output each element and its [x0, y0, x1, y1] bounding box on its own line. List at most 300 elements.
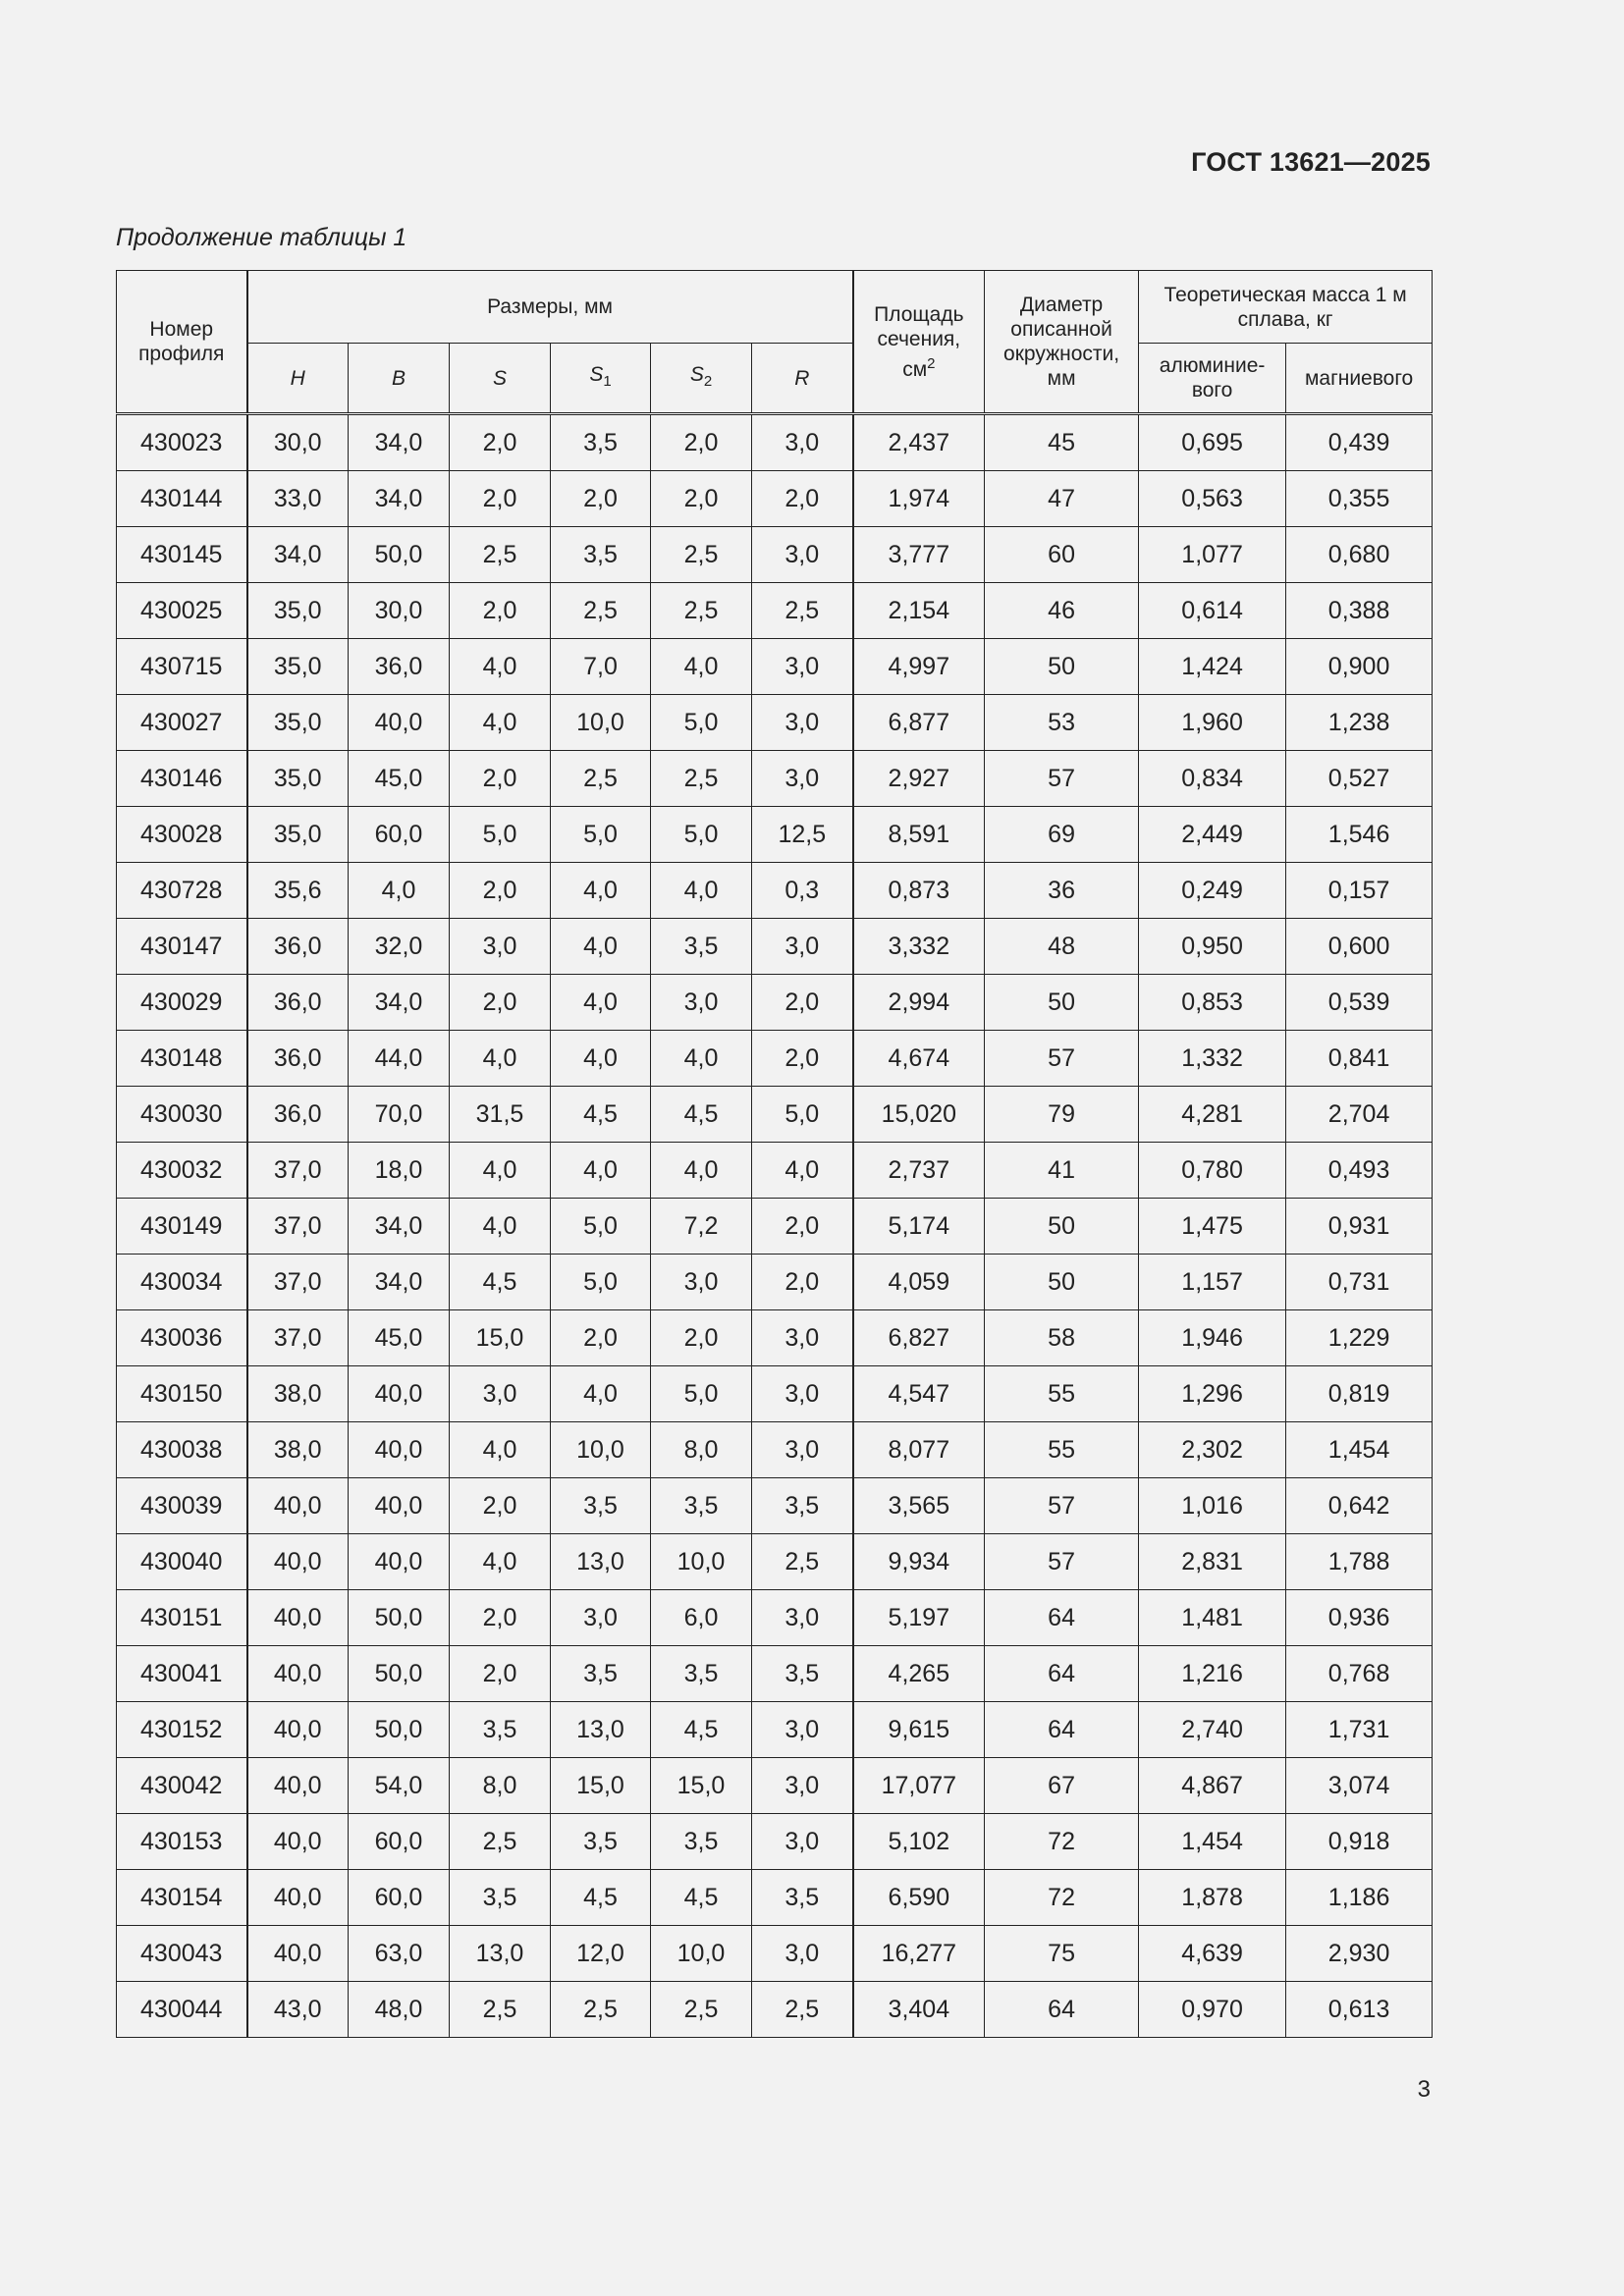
table-cell: 4,0 [551, 919, 651, 975]
table-cell: 430029 [117, 975, 247, 1031]
header-dimensions: Размеры, мм [247, 271, 853, 344]
table-cell: 10,0 [551, 695, 651, 751]
table-cell: 3,5 [752, 1870, 853, 1926]
table-row [117, 695, 1433, 751]
table-cell: 4,5 [651, 1087, 752, 1143]
table-row [117, 639, 1433, 695]
table-cell: 3,5 [551, 414, 651, 471]
table-cell: 2,927 [853, 751, 985, 807]
table-cell: 0,731 [1286, 1255, 1433, 1310]
table-cell: 40,0 [247, 1926, 349, 1982]
table-cell: 6,827 [853, 1310, 985, 1366]
table-cell: 1,878 [1139, 1870, 1286, 1926]
table-cell: 70,0 [349, 1087, 450, 1143]
table-cell: 430044 [117, 1982, 247, 2038]
header-area: Площадь сечения, $см^2$ [853, 271, 985, 414]
table-cell: 1,946 [1139, 1310, 1286, 1366]
table-cell: 2,0 [450, 863, 551, 919]
table-cell: 1,475 [1139, 1199, 1286, 1255]
table-cell: 4,0 [450, 639, 551, 695]
table-cell: 1,296 [1139, 1366, 1286, 1422]
table-cell: 2,5 [752, 1982, 853, 2038]
table-cell: 31,5 [450, 1087, 551, 1143]
table-row [117, 863, 1433, 919]
table-cell: 0,936 [1286, 1590, 1433, 1646]
table-row [117, 751, 1433, 807]
table-cell: 40,0 [349, 1366, 450, 1422]
table-cell: 430149 [117, 1199, 247, 1255]
table-cell: 0,834 [1139, 751, 1286, 807]
table-cell: 2,5 [551, 583, 651, 639]
table-cell: 44,0 [349, 1031, 450, 1087]
header-dim-h: H [247, 344, 349, 414]
table-cell: 58 [985, 1310, 1139, 1366]
table-row [117, 471, 1433, 527]
table-cell: 3,0 [752, 1702, 853, 1758]
table-cell: 430025 [117, 583, 247, 639]
table-cell: 430027 [117, 695, 247, 751]
table-cell: 15,020 [853, 1087, 985, 1143]
table-cell: 34,0 [349, 975, 450, 1031]
page-number: 3 [1417, 2076, 1431, 2103]
table-cell: 430038 [117, 1422, 247, 1478]
table-cell: 72 [985, 1870, 1139, 1926]
table-cell: 55 [985, 1366, 1139, 1422]
table-cell: 7,2 [651, 1199, 752, 1255]
table-row [117, 807, 1433, 863]
table-cell: 0,613 [1286, 1982, 1433, 2038]
header-diameter: Диаметр описанной окружности, мм [985, 271, 1139, 414]
table-row [117, 1534, 1433, 1590]
table-row [117, 1478, 1433, 1534]
table-cell: 3,5 [551, 1814, 651, 1870]
table-cell: 6,877 [853, 695, 985, 751]
table-cell: 10,0 [551, 1422, 651, 1478]
table-cell: 3,5 [752, 1646, 853, 1702]
table-row [117, 1422, 1433, 1478]
table-cell: 2,5 [752, 1534, 853, 1590]
table-cell: 4,5 [651, 1702, 752, 1758]
table-cell: 2,5 [450, 1814, 551, 1870]
table-cell: 15,0 [551, 1758, 651, 1814]
table-cell: 13,0 [551, 1702, 651, 1758]
table-cell: 4,5 [551, 1087, 651, 1143]
table-cell: 2,0 [450, 1646, 551, 1702]
table-cell: 34,0 [349, 471, 450, 527]
table-cell: 1,157 [1139, 1255, 1286, 1310]
table-cell: 2,0 [450, 975, 551, 1031]
table-cell: 430153 [117, 1814, 247, 1870]
table-cell: 430151 [117, 1590, 247, 1646]
table-cell: 72 [985, 1814, 1139, 1870]
table-cell: 0,439 [1286, 414, 1433, 471]
table-cell: 2,0 [752, 471, 853, 527]
table-cell: 430154 [117, 1870, 247, 1926]
table-cell: 34,0 [349, 1255, 450, 1310]
table-cell: 2,5 [651, 751, 752, 807]
standard-code: ГОСТ 13621—2025 [1191, 147, 1431, 177]
table-cell: 57 [985, 1478, 1139, 1534]
table-cell: 3,0 [752, 1590, 853, 1646]
table-cell: 54,0 [349, 1758, 450, 1814]
table-cell: 35,0 [247, 583, 349, 639]
table-cell: 3,0 [752, 919, 853, 975]
table-cell: 3,0 [752, 639, 853, 695]
table-cell: 12,5 [752, 807, 853, 863]
table-cell: 8,077 [853, 1422, 985, 1478]
header-profile-number: Номер профиля [117, 271, 247, 414]
table-cell: 4,639 [1139, 1926, 1286, 1982]
table-cell: 2,0 [752, 975, 853, 1031]
table-cell: 4,867 [1139, 1758, 1286, 1814]
table-cell: 60,0 [349, 1814, 450, 1870]
table-cell: 1,788 [1286, 1534, 1433, 1590]
table-row [117, 1814, 1433, 1870]
table-cell: 0,355 [1286, 471, 1433, 527]
table-cell: 430042 [117, 1758, 247, 1814]
table-cell: 40,0 [247, 1646, 349, 1702]
table-cell: 2,0 [551, 471, 651, 527]
table-cell: 35,0 [247, 807, 349, 863]
table-cell: 2,5 [651, 527, 752, 583]
table-cell: 430147 [117, 919, 247, 975]
table-cell: 1,186 [1286, 1870, 1433, 1926]
table-cell: 40,0 [247, 1758, 349, 1814]
table-cell: 4,0 [450, 1031, 551, 1087]
header-dim-s: S [450, 344, 551, 414]
table-cell: 4,281 [1139, 1087, 1286, 1143]
table-cell: 3,5 [450, 1702, 551, 1758]
header-mass: Теоретическая масса 1 м сплава, кг [1139, 271, 1433, 344]
table-cell: 3,0 [752, 414, 853, 471]
table-cell: 50,0 [349, 1646, 450, 1702]
table-cell: 4,0 [651, 639, 752, 695]
table-cell: 430036 [117, 1310, 247, 1366]
table-cell: 2,831 [1139, 1534, 1286, 1590]
table-cell: 4,547 [853, 1366, 985, 1422]
table-cell: 3,5 [651, 919, 752, 975]
table-cell: 430032 [117, 1143, 247, 1199]
table-row [117, 414, 1433, 471]
table-row [117, 527, 1433, 583]
table-cell: 4,0 [551, 1143, 651, 1199]
table-cell: 16,277 [853, 1926, 985, 1982]
table-cell: 4,5 [450, 1255, 551, 1310]
table-cell: 40,0 [247, 1478, 349, 1534]
table-cell: 18,0 [349, 1143, 450, 1199]
table-cell: 0,527 [1286, 751, 1433, 807]
table-cell: 50 [985, 639, 1139, 695]
table-cell: 4,0 [450, 695, 551, 751]
table-row [117, 1646, 1433, 1702]
table-cell: 8,0 [450, 1758, 551, 1814]
table-cell: 3,0 [752, 1814, 853, 1870]
table-cell: 10,0 [651, 1926, 752, 1982]
table-cell: 1,424 [1139, 639, 1286, 695]
table-row [117, 1926, 1433, 1982]
table-cell: 3,5 [450, 1870, 551, 1926]
table-row [117, 1758, 1433, 1814]
header-dim-s2: $S_2$ [651, 344, 752, 414]
table-cell: 5,174 [853, 1199, 985, 1255]
table-cell: 2,0 [450, 751, 551, 807]
table-cell: 2,0 [651, 414, 752, 471]
table-cell: 0,780 [1139, 1143, 1286, 1199]
table-cell: 40,0 [349, 1478, 450, 1534]
table-cell: 3,332 [853, 919, 985, 975]
table-cell: 5,0 [551, 1199, 651, 1255]
table-cell: 45,0 [349, 1310, 450, 1366]
table-cell: 75 [985, 1926, 1139, 1982]
table-cell: 38,0 [247, 1422, 349, 1478]
table-cell: 36,0 [247, 919, 349, 975]
table-cell: 0,768 [1286, 1646, 1433, 1702]
table-cell: 430715 [117, 639, 247, 695]
table-cell: 0,600 [1286, 919, 1433, 975]
header-mass-aluminium: алюминие-вого [1139, 344, 1286, 414]
table-cell: 430145 [117, 527, 247, 583]
table-body [117, 414, 1433, 2038]
table-cell: 4,997 [853, 639, 985, 695]
table-cell: 36,0 [247, 1031, 349, 1087]
table-cell: 2,5 [551, 1982, 651, 2038]
table-cell: 0,931 [1286, 1199, 1433, 1255]
table-cell: 2,930 [1286, 1926, 1433, 1982]
table-cell: 3,5 [651, 1814, 752, 1870]
table-cell: 430150 [117, 1366, 247, 1422]
table-cell: 5,0 [450, 807, 551, 863]
table-cell: 1,229 [1286, 1310, 1433, 1366]
table-cell: 3,0 [551, 1590, 651, 1646]
table-cell: 79 [985, 1087, 1139, 1143]
table-cell: 1,481 [1139, 1590, 1286, 1646]
table-cell: 0,841 [1286, 1031, 1433, 1087]
table-row [117, 1255, 1433, 1310]
table-cell: 4,0 [349, 863, 450, 919]
table-cell: 2,704 [1286, 1087, 1433, 1143]
table-cell: 2,0 [450, 471, 551, 527]
table-cell: 3,404 [853, 1982, 985, 2038]
table-cell: 48 [985, 919, 1139, 975]
table-cell: 10,0 [651, 1534, 752, 1590]
table-cell: 2,0 [450, 1590, 551, 1646]
table-cell: 36,0 [247, 1087, 349, 1143]
table-cell: 57 [985, 1031, 1139, 1087]
table-cell: 36,0 [247, 975, 349, 1031]
table-cell: 30,0 [247, 414, 349, 471]
table-cell: 2,5 [450, 527, 551, 583]
table-cell: 2,302 [1139, 1422, 1286, 1478]
table-cell: 0,614 [1139, 583, 1286, 639]
table-cell: 2,0 [752, 1031, 853, 1087]
table-cell: 55 [985, 1422, 1139, 1478]
table-cell: 40,0 [349, 1534, 450, 1590]
table-cell: 3,0 [752, 1758, 853, 1814]
table-cell: 3,0 [752, 1310, 853, 1366]
table-cell: 5,0 [551, 807, 651, 863]
table-row [117, 975, 1433, 1031]
table-cell: 57 [985, 1534, 1139, 1590]
table-cell: 67 [985, 1758, 1139, 1814]
table-cell: 3,0 [651, 1255, 752, 1310]
table-caption: Продолжение таблицы 1 [116, 224, 407, 251]
table-cell: 33,0 [247, 471, 349, 527]
table-cell: 4,0 [450, 1422, 551, 1478]
table-cell: 1,016 [1139, 1478, 1286, 1534]
table-cell: 40,0 [349, 695, 450, 751]
table-cell: 4,0 [551, 975, 651, 1031]
table-cell: 1,454 [1286, 1422, 1433, 1478]
table-cell: 9,615 [853, 1702, 985, 1758]
table-cell: 1,332 [1139, 1031, 1286, 1087]
table-cell: 430728 [117, 863, 247, 919]
table-cell: 0,493 [1286, 1143, 1433, 1199]
table-cell: 0,918 [1286, 1814, 1433, 1870]
table-cell: 3,0 [450, 1366, 551, 1422]
table-cell: 2,449 [1139, 807, 1286, 863]
table-cell: 2,5 [651, 583, 752, 639]
table-row [117, 1982, 1433, 2038]
table-cell: 3,074 [1286, 1758, 1433, 1814]
table-row [117, 1143, 1433, 1199]
table-cell: 0,680 [1286, 527, 1433, 583]
table-cell: 6,0 [651, 1590, 752, 1646]
table-cell: 4,265 [853, 1646, 985, 1702]
table-cell: 3,5 [752, 1478, 853, 1534]
table-cell: 0,970 [1139, 1982, 1286, 2038]
table-cell: 60 [985, 527, 1139, 583]
table-cell: 40,0 [247, 1814, 349, 1870]
table-cell: 63,0 [349, 1926, 450, 1982]
table-cell: 1,731 [1286, 1702, 1433, 1758]
table-cell: 4,0 [551, 863, 651, 919]
table-cell: 4,5 [651, 1870, 752, 1926]
table-cell: 0,853 [1139, 975, 1286, 1031]
table-cell: 30,0 [349, 583, 450, 639]
table-cell: 3,5 [551, 1646, 651, 1702]
table-cell: 2,740 [1139, 1702, 1286, 1758]
table-cell: 1,960 [1139, 695, 1286, 751]
table-cell: 5,0 [651, 807, 752, 863]
table-cell: 3,0 [752, 695, 853, 751]
table-cell: 0,563 [1139, 471, 1286, 527]
table-cell: 430144 [117, 471, 247, 527]
table-cell: 60,0 [349, 807, 450, 863]
table-cell: 3,5 [651, 1646, 752, 1702]
table-cell: 430034 [117, 1255, 247, 1310]
table-cell: 0,3 [752, 863, 853, 919]
table-cell: 50,0 [349, 1702, 450, 1758]
table-cell: 430152 [117, 1702, 247, 1758]
table-cell: 3,777 [853, 527, 985, 583]
table-cell: 430146 [117, 751, 247, 807]
table-cell: 13,0 [450, 1926, 551, 1982]
table-cell: 5,0 [752, 1087, 853, 1143]
table-cell: 9,934 [853, 1534, 985, 1590]
table-cell: 15,0 [450, 1310, 551, 1366]
table-row [117, 1590, 1433, 1646]
table-row [117, 1310, 1433, 1366]
profiles-table [116, 270, 1433, 2038]
table-cell: 41 [985, 1143, 1139, 1199]
table-cell: 8,591 [853, 807, 985, 863]
table-cell: 46 [985, 583, 1139, 639]
table-cell: 64 [985, 1702, 1139, 1758]
table-cell: 34,0 [349, 414, 450, 471]
table-cell: 3,0 [752, 1366, 853, 1422]
table-cell: 4,0 [651, 1031, 752, 1087]
table-cell: 0,873 [853, 863, 985, 919]
table-cell: 430028 [117, 807, 247, 863]
table-cell: 57 [985, 751, 1139, 807]
table-cell: 35,0 [247, 695, 349, 751]
table-cell: 69 [985, 807, 1139, 863]
table-cell: 4,0 [450, 1534, 551, 1590]
table-cell: 15,0 [651, 1758, 752, 1814]
table-cell: 2,437 [853, 414, 985, 471]
table-cell: 5,197 [853, 1590, 985, 1646]
table-cell: 13,0 [551, 1534, 651, 1590]
table-cell: 3,0 [450, 919, 551, 975]
table-cell: 4,0 [551, 1366, 651, 1422]
table-cell: 0,695 [1139, 414, 1286, 471]
table-cell: 64 [985, 1646, 1139, 1702]
table-cell: 40,0 [247, 1590, 349, 1646]
header-dim-b: B [349, 344, 450, 414]
table-cell: 2,0 [752, 1199, 853, 1255]
table-cell: 40,0 [247, 1870, 349, 1926]
table-cell: 4,0 [450, 1199, 551, 1255]
table-cell: 2,154 [853, 583, 985, 639]
table-cell: 2,0 [450, 414, 551, 471]
table-cell: 0,249 [1139, 863, 1286, 919]
table-cell: 4,059 [853, 1255, 985, 1310]
table-cell: 3,0 [752, 1926, 853, 1982]
table-cell: 45,0 [349, 751, 450, 807]
table-cell: 50,0 [349, 1590, 450, 1646]
table-cell: 6,590 [853, 1870, 985, 1926]
table-cell: 50 [985, 1199, 1139, 1255]
table-cell: 1,238 [1286, 695, 1433, 751]
table-cell: 4,0 [651, 1143, 752, 1199]
table-cell: 1,454 [1139, 1814, 1286, 1870]
table-cell: 3,0 [752, 751, 853, 807]
table-row [117, 1870, 1433, 1926]
table-cell: 2,0 [450, 583, 551, 639]
table-cell: 5,0 [651, 1366, 752, 1422]
table-cell: 35,6 [247, 863, 349, 919]
table-cell: 0,539 [1286, 975, 1433, 1031]
table-cell: 50 [985, 975, 1139, 1031]
table-cell: 3,5 [551, 1478, 651, 1534]
table-cell: 40,0 [247, 1702, 349, 1758]
table-cell: 0,950 [1139, 919, 1286, 975]
table-cell: 430040 [117, 1534, 247, 1590]
table-cell: 1,974 [853, 471, 985, 527]
table-cell: 64 [985, 1982, 1139, 2038]
table-cell: 38,0 [247, 1366, 349, 1422]
table-cell: 3,0 [752, 1422, 853, 1478]
table-cell: 37,0 [247, 1255, 349, 1310]
table-cell: 3,565 [853, 1478, 985, 1534]
table-cell: 36,0 [349, 639, 450, 695]
table-cell: 60,0 [349, 1870, 450, 1926]
table-cell: 3,0 [651, 975, 752, 1031]
table-cell: 37,0 [247, 1143, 349, 1199]
table-cell: 4,0 [752, 1143, 853, 1199]
table-cell: 17,077 [853, 1758, 985, 1814]
table-cell: 50 [985, 1255, 1139, 1310]
